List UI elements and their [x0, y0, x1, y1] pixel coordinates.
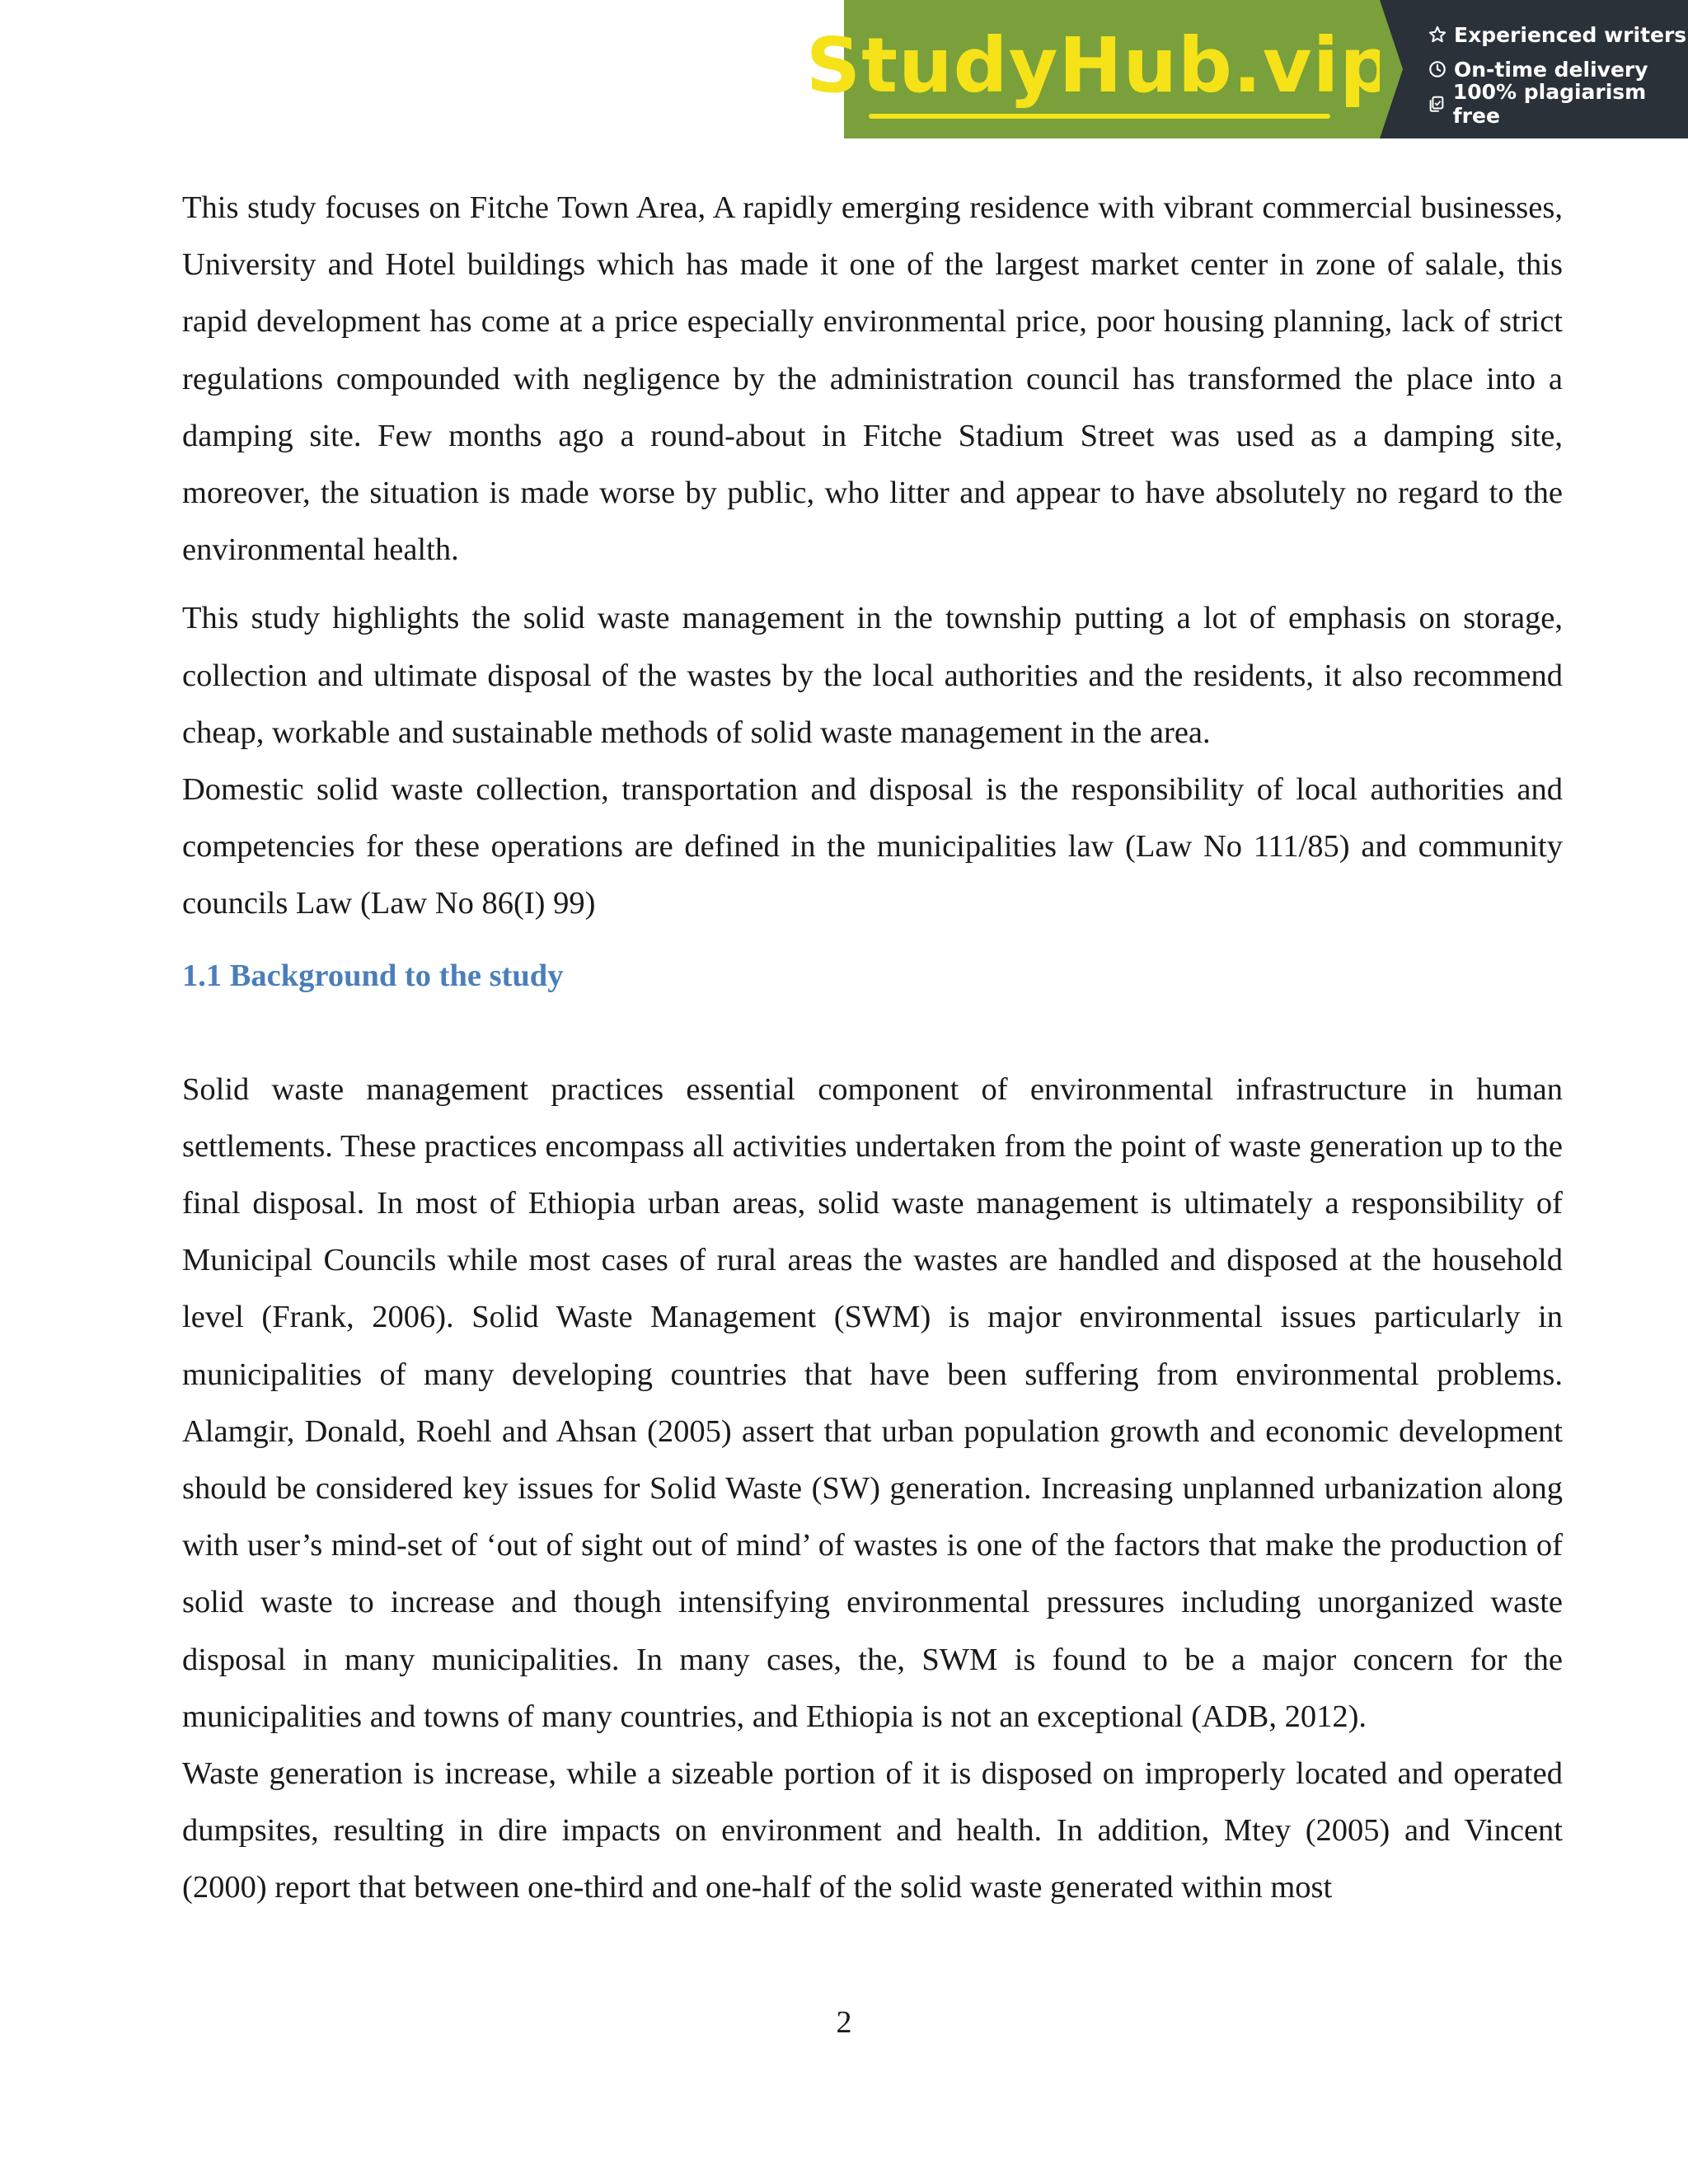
page-number: 2 [836, 2005, 852, 2040]
intro-paragraph: This study focuses on Fitche Town Area, A rapidly emerging residence with vibrant commercial businesses, University and Hotel buildings which has made it one of the largest market center in zone of salale, this rapid development has come at a price especially environmental price, poor housing planning, lack of strict regulations compounded with negligence by the administration council has transformed the place into a damping site. Few months ago a round-about in Fitche Stadium Street was used as a damping site, moreover, the situation is made worse by public, who litter and appear to have absolutely no regard to the environmental health. [182, 190, 1563, 568]
clock-icon [1428, 59, 1447, 79]
feature-label: Experienced writers [1454, 22, 1687, 47]
document-body [182, 180, 1563, 1917]
studyhub-logo-text: StudyHub.vip [805, 21, 1395, 110]
background-paragraph: Waste generation is increase, while a sizeable portion of it is disposed on improperly located and operated dumpsites, resulting in dire impacts on environment and health. In addition, Mtey (2005) and Vincent (2000) report that between one-third and one-half of the solid waste generated within most [182, 1756, 1563, 1905]
feature-plagiarism-free [1428, 80, 1688, 128]
banner-arrow-divider [1380, 0, 1403, 138]
star-outline-icon [1428, 25, 1447, 45]
feature-label: 100% plagiarism free [1452, 80, 1647, 128]
banner-features-list [1380, 0, 1688, 138]
background-paragraph: Solid waste management practices essential component of environmental infrastructure in human settlements. These practices encompass all activities undertaken from the point of waste generation up to the final disposal. In most of Ethiopia urban areas, solid waste management is ultimately a responsibility of Municipal Councils while most cases of rural areas the wastes are handled and disposed at the household level (Frank, 2006). Solid Waste Management (SWM) is major environmental issues particularly in municipalities of many developing countries that have been suffering from environmental problems. Alamgir, Donald, Roehl and Ahsan (2005) assert that urban population growth and economic development should be considered key issues for Solid Waste (SW) generation. Increasing unplanned urbanization along with user’s mind-set of ‘out of sight out of mind’ of wastes is one of the factors that make the production of solid waste to increase and though intensifying environmental pressures including unorganized waste disposal in many municipalities. In many cases, the, SWM is found to be a major concern for the municipalities and towns of many countries, and Ethiopia is not an exceptional (ADB, 2012). [182, 1071, 1563, 1734]
feature-label: On-time delivery [1454, 57, 1648, 82]
copy-icon [1428, 94, 1447, 114]
logo-underline [869, 114, 1330, 119]
heading-spacer [182, 1005, 1563, 1062]
intro-paragraph: This study highlights the solid waste management in the township putting a lot of emphasis on storage, collection and ultimate disposal of the wastes by the local authorities and the residents, it also recommend cheap, workable and sustainable methods of solid waste management in the area. [182, 601, 1563, 750]
studyhub-logo[interactable] [805, 0, 1395, 138]
feature-experienced-writers [1428, 20, 1688, 49]
studyhub-banner[interactable] [805, 0, 1688, 138]
intro-paragraph: Domestic solid waste collection, transportation and disposal is the responsibility of local authorities and competencies for these operations are defined in the municipalities law (Law No 111/85) and community councils Law (Law No 86(I) 99) [182, 772, 1563, 921]
section-heading: 1.1 Background to the study [182, 958, 564, 993]
